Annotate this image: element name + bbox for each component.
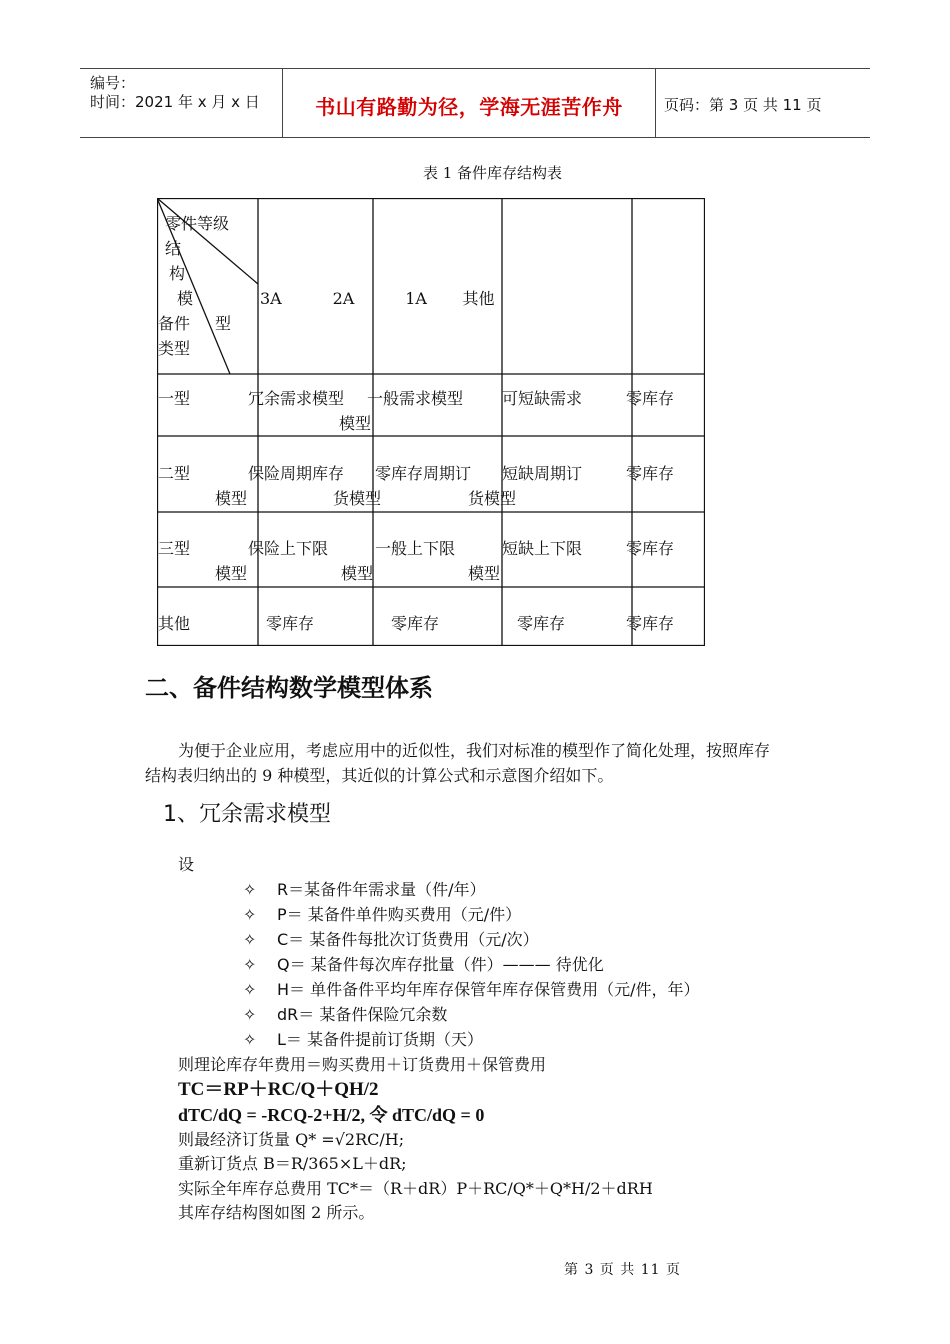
row3-3a-cell-line2: 模型 <box>215 564 248 583</box>
variable-item: ✧ C＝ 某备件每批次订货费用（元/次） <box>243 930 539 949</box>
corner-char-jie: 结 <box>165 239 182 258</box>
row2-1a-cell: 短缺周期订 <box>502 464 583 483</box>
row2-3a-cell: 保险周期库存 <box>248 464 345 483</box>
header-left-cell <box>80 69 282 137</box>
eoq-line: 则最经济订货量 Q* =√2RC/H; <box>178 1130 405 1149</box>
formula-derivative: dTC/dQ = -RCQ-2+H/2, 令 dTC/dQ = 0 <box>178 1105 485 1125</box>
row4-2a-cell: 零库存 <box>391 614 440 633</box>
corner-part-type: 备件 <box>158 314 191 333</box>
diamond-bullet-icon: ✧ <box>243 980 257 999</box>
row3-2a-cell: 一般上下限 <box>375 539 456 558</box>
table-caption: 表 1 备件库存结构表 <box>422 164 563 182</box>
reorder-point-line: 重新订货点 B＝R/365×L＋dR; <box>178 1154 407 1173</box>
row3-3a-cell: 保险上下限 <box>248 539 329 558</box>
row2-other-cell: 零库存 <box>626 464 675 483</box>
row2-1a-cell-line2: 货模型 <box>468 489 517 508</box>
row1-other-cell: 零库存 <box>626 389 675 408</box>
row3-type: 三型 <box>158 539 191 558</box>
row4-other-cell: 零库存 <box>626 614 675 633</box>
row1-2a-cell: 一般需求模型 <box>367 389 464 408</box>
variable-item: ✧ L＝ 某备件提前订货期（天） <box>243 1030 484 1049</box>
variable-item: ✧ dR＝ 某备件保险冗余数 <box>243 1005 448 1024</box>
intro-paragraph-line1: 为便于企业应用，考虑应用中的近似性，我们对标准的模型作了简化处理，按照库存 <box>178 741 771 760</box>
row3-1a-cell: 短缺上下限 <box>502 539 583 558</box>
page-header <box>80 68 870 138</box>
row4-1a-cell: 零库存 <box>517 614 566 633</box>
total-cost-line: 实际全年库存总费用 TC*＝（R＋dR）P＋RC/Q*＋Q*H/2＋dRH <box>178 1179 653 1198</box>
figure-reference-line: 其库存结构图如图 2 所示。 <box>178 1203 375 1222</box>
diamond-bullet-icon: ✧ <box>243 1005 257 1024</box>
row3-2a-cell-line2: 模型 <box>341 564 374 583</box>
corner-part-level: 零件等级 <box>165 214 230 233</box>
row1-3a-cell-line2: 模型 <box>339 414 372 433</box>
variable-item: ✧ R＝某备件年需求量（件/年） <box>243 880 486 899</box>
corner-char-xing: 型 <box>215 314 232 333</box>
diamond-bullet-icon: ✧ <box>243 905 257 924</box>
intro-paragraph-line2: 结构表归纳出的 9 种模型，其近似的计算公式和示意图介绍如下。 <box>145 766 614 785</box>
page-footer: 第 3 页 共 11 页 <box>564 1262 681 1278</box>
date-label: 时间：2021 年 x 月 x 日 <box>90 93 260 111</box>
motto-text: 书山有路勤为径，学海无涯苦作舟 <box>315 95 623 119</box>
theory-cost-line: 则理论库存年费用＝购买费用＋订货费用＋保管费用 <box>178 1055 547 1074</box>
let-label: 设 <box>178 855 195 874</box>
page-number-label: 页码：第 3 页 共 11 页 <box>664 96 822 114</box>
row2-3a-cell-line2: 模型 <box>215 489 248 508</box>
row3-other-cell: 零库存 <box>626 539 675 558</box>
diamond-bullet-icon: ✧ <box>243 880 257 899</box>
variable-item: ✧ Q＝ 某备件每次库存批量（件）——— 待优化 <box>243 955 604 974</box>
row2-type: 二型 <box>158 464 191 483</box>
row3-1a-cell-line2: 模型 <box>468 564 501 583</box>
header-motto-cell <box>282 69 656 137</box>
corner-char-mo: 模 <box>177 289 194 308</box>
code-label: 编号： <box>90 74 136 92</box>
subsection-heading: 1、冗余需求模型 <box>163 802 331 827</box>
diamond-bullet-icon: ✧ <box>243 1030 257 1049</box>
diamond-bullet-icon: ✧ <box>243 955 257 974</box>
row2-2a-cell-line2: 货模型 <box>333 489 382 508</box>
row2-2a-cell: 零库存周期订 <box>375 464 472 483</box>
row4-type: 其他 <box>158 614 191 633</box>
row4-3a-cell: 零库存 <box>266 614 315 633</box>
variable-item: ✧ P＝ 某备件单件购买费用（元/件） <box>243 905 522 924</box>
diamond-bullet-icon: ✧ <box>243 930 257 949</box>
row1-type: 一型 <box>158 389 191 408</box>
formula-total-cost: TC＝RP＋RC/Q＋QH/2 <box>178 1079 379 1100</box>
section-heading: 二、备件结构数学模型体系 <box>145 674 433 702</box>
variable-item: ✧ H＝ 单件备件平均年库存保管年库存保管费用（元/件，年） <box>243 980 700 999</box>
corner-category: 类型 <box>158 339 191 358</box>
inventory-structure-table <box>157 198 705 646</box>
corner-char-gou: 构 <box>169 264 186 283</box>
grade-header-row: 3A 2A 1A 其他 <box>260 289 495 308</box>
row1-3a-cell: 冗余需求模型 <box>248 389 345 408</box>
header-right-cell <box>656 69 870 137</box>
row1-1a-cell: 可短缺需求 <box>502 389 583 408</box>
